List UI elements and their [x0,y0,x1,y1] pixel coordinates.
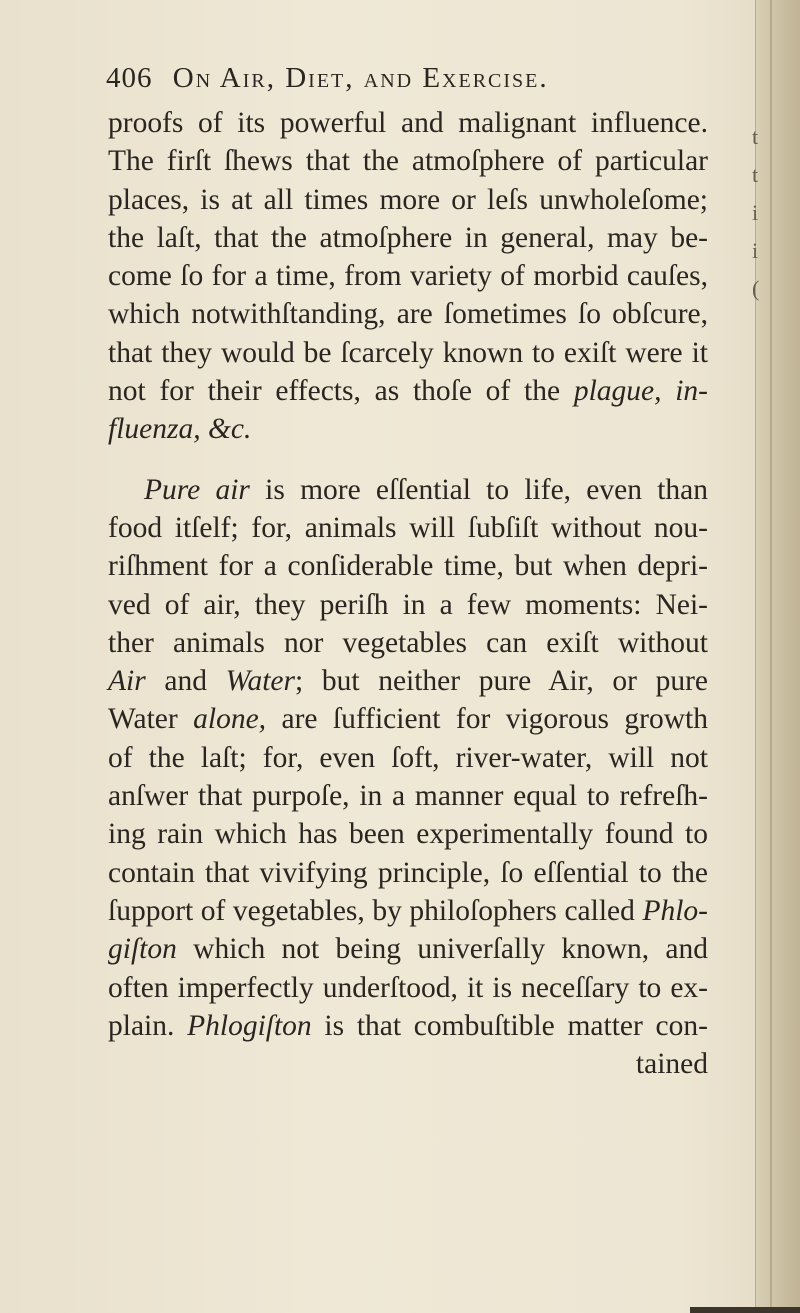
text-line: The firſt ſhews that the atmoſphere of particular [108,145,708,178]
text-line: fluenza, &c. [108,413,252,446]
text-line: ing rain which has been experimentally found to [108,818,708,851]
bleed-through-margin [752,118,772,308]
text-line [108,662,708,700]
italic-run: giſton [108,933,177,966]
italic-run: Water [225,665,295,698]
text-line: food itſelf; for, animals will ſubſiſt without nou- [108,511,708,544]
text-line: ved of air, they periſh in a few moments: Nei- [108,588,708,621]
text-run: is more eſſential to life, even than [249,473,708,506]
margin-glyph: i [752,200,759,225]
running-header [106,62,716,102]
text-line [108,471,708,509]
text-line: places, is at all times more or leſs unwholeſome; [108,183,708,216]
text-run: Water [108,703,194,736]
page-number: 406 [106,62,153,94]
italic-run: Pure air [144,473,250,506]
text-line: anſwer that purpoſe, in a manner equal to refreſh- [108,780,708,813]
text-line [108,892,708,930]
text-line [108,930,708,968]
text-run: ſupport of vegetables, by philoſophers called [108,894,643,927]
text-run: plain. [108,1009,188,1042]
italic-run: Air [108,665,146,698]
text-line [108,700,708,738]
text-line: of the laſt; for, even ſoft, river-water, will not [108,741,708,774]
body-text [108,104,708,1083]
text-line: riſhment for a conſiderable time, but when depri- [108,550,708,583]
running-title: On Air, Diet, and Exercise. [172,62,549,94]
margin-glyph: ( [752,276,760,301]
italic-run: alone, [193,703,267,736]
text-run: and [145,665,226,698]
catchword: tained [635,1048,708,1081]
text-line: that they would be ſcarcely known to exiſt were it [108,336,708,369]
paragraph-2 [108,471,708,1084]
text-run: which not being univerſally known, and [176,933,708,966]
margin-glyph: i [752,238,759,263]
text-run: ; but neither pure Air, or pure [295,665,709,698]
text-line: often imperfectly underſtood, it is neceſſary to ex- [108,971,708,1004]
italic-run: plague, in- [573,375,709,408]
paragraph-1 [108,104,708,449]
margin-glyph: t [752,162,759,187]
text-line: proofs of its powerful and malignant influence. [108,107,708,139]
italic-run: Phlogiſton [187,1009,312,1042]
text-run: is that combuſtible matter con- [311,1009,708,1042]
text-line: the laſt, that the atmoſphere in general, may be- [108,221,708,254]
text-line: which notwithſtanding, are ſometimes ſo obſcure, [108,298,708,331]
text-run: not for their effects, as thoſe of the [108,375,561,408]
text-run: are ſufficient for vigorous growth [266,703,708,736]
text-line [108,372,708,410]
paragraph-gap [108,449,708,471]
text-line: come ſo for a time, from variety of morbid cauſes, [108,260,708,293]
italic-run: Phlo- [642,894,708,927]
text-line: contain that vivifying principle, ſo eſſential to the [108,856,708,889]
page-bottom-edge [690,1307,800,1313]
text-line [108,1007,708,1045]
margin-glyph: t [752,124,759,149]
text-line: ther animals nor vegetables can exiſt without [108,626,708,659]
